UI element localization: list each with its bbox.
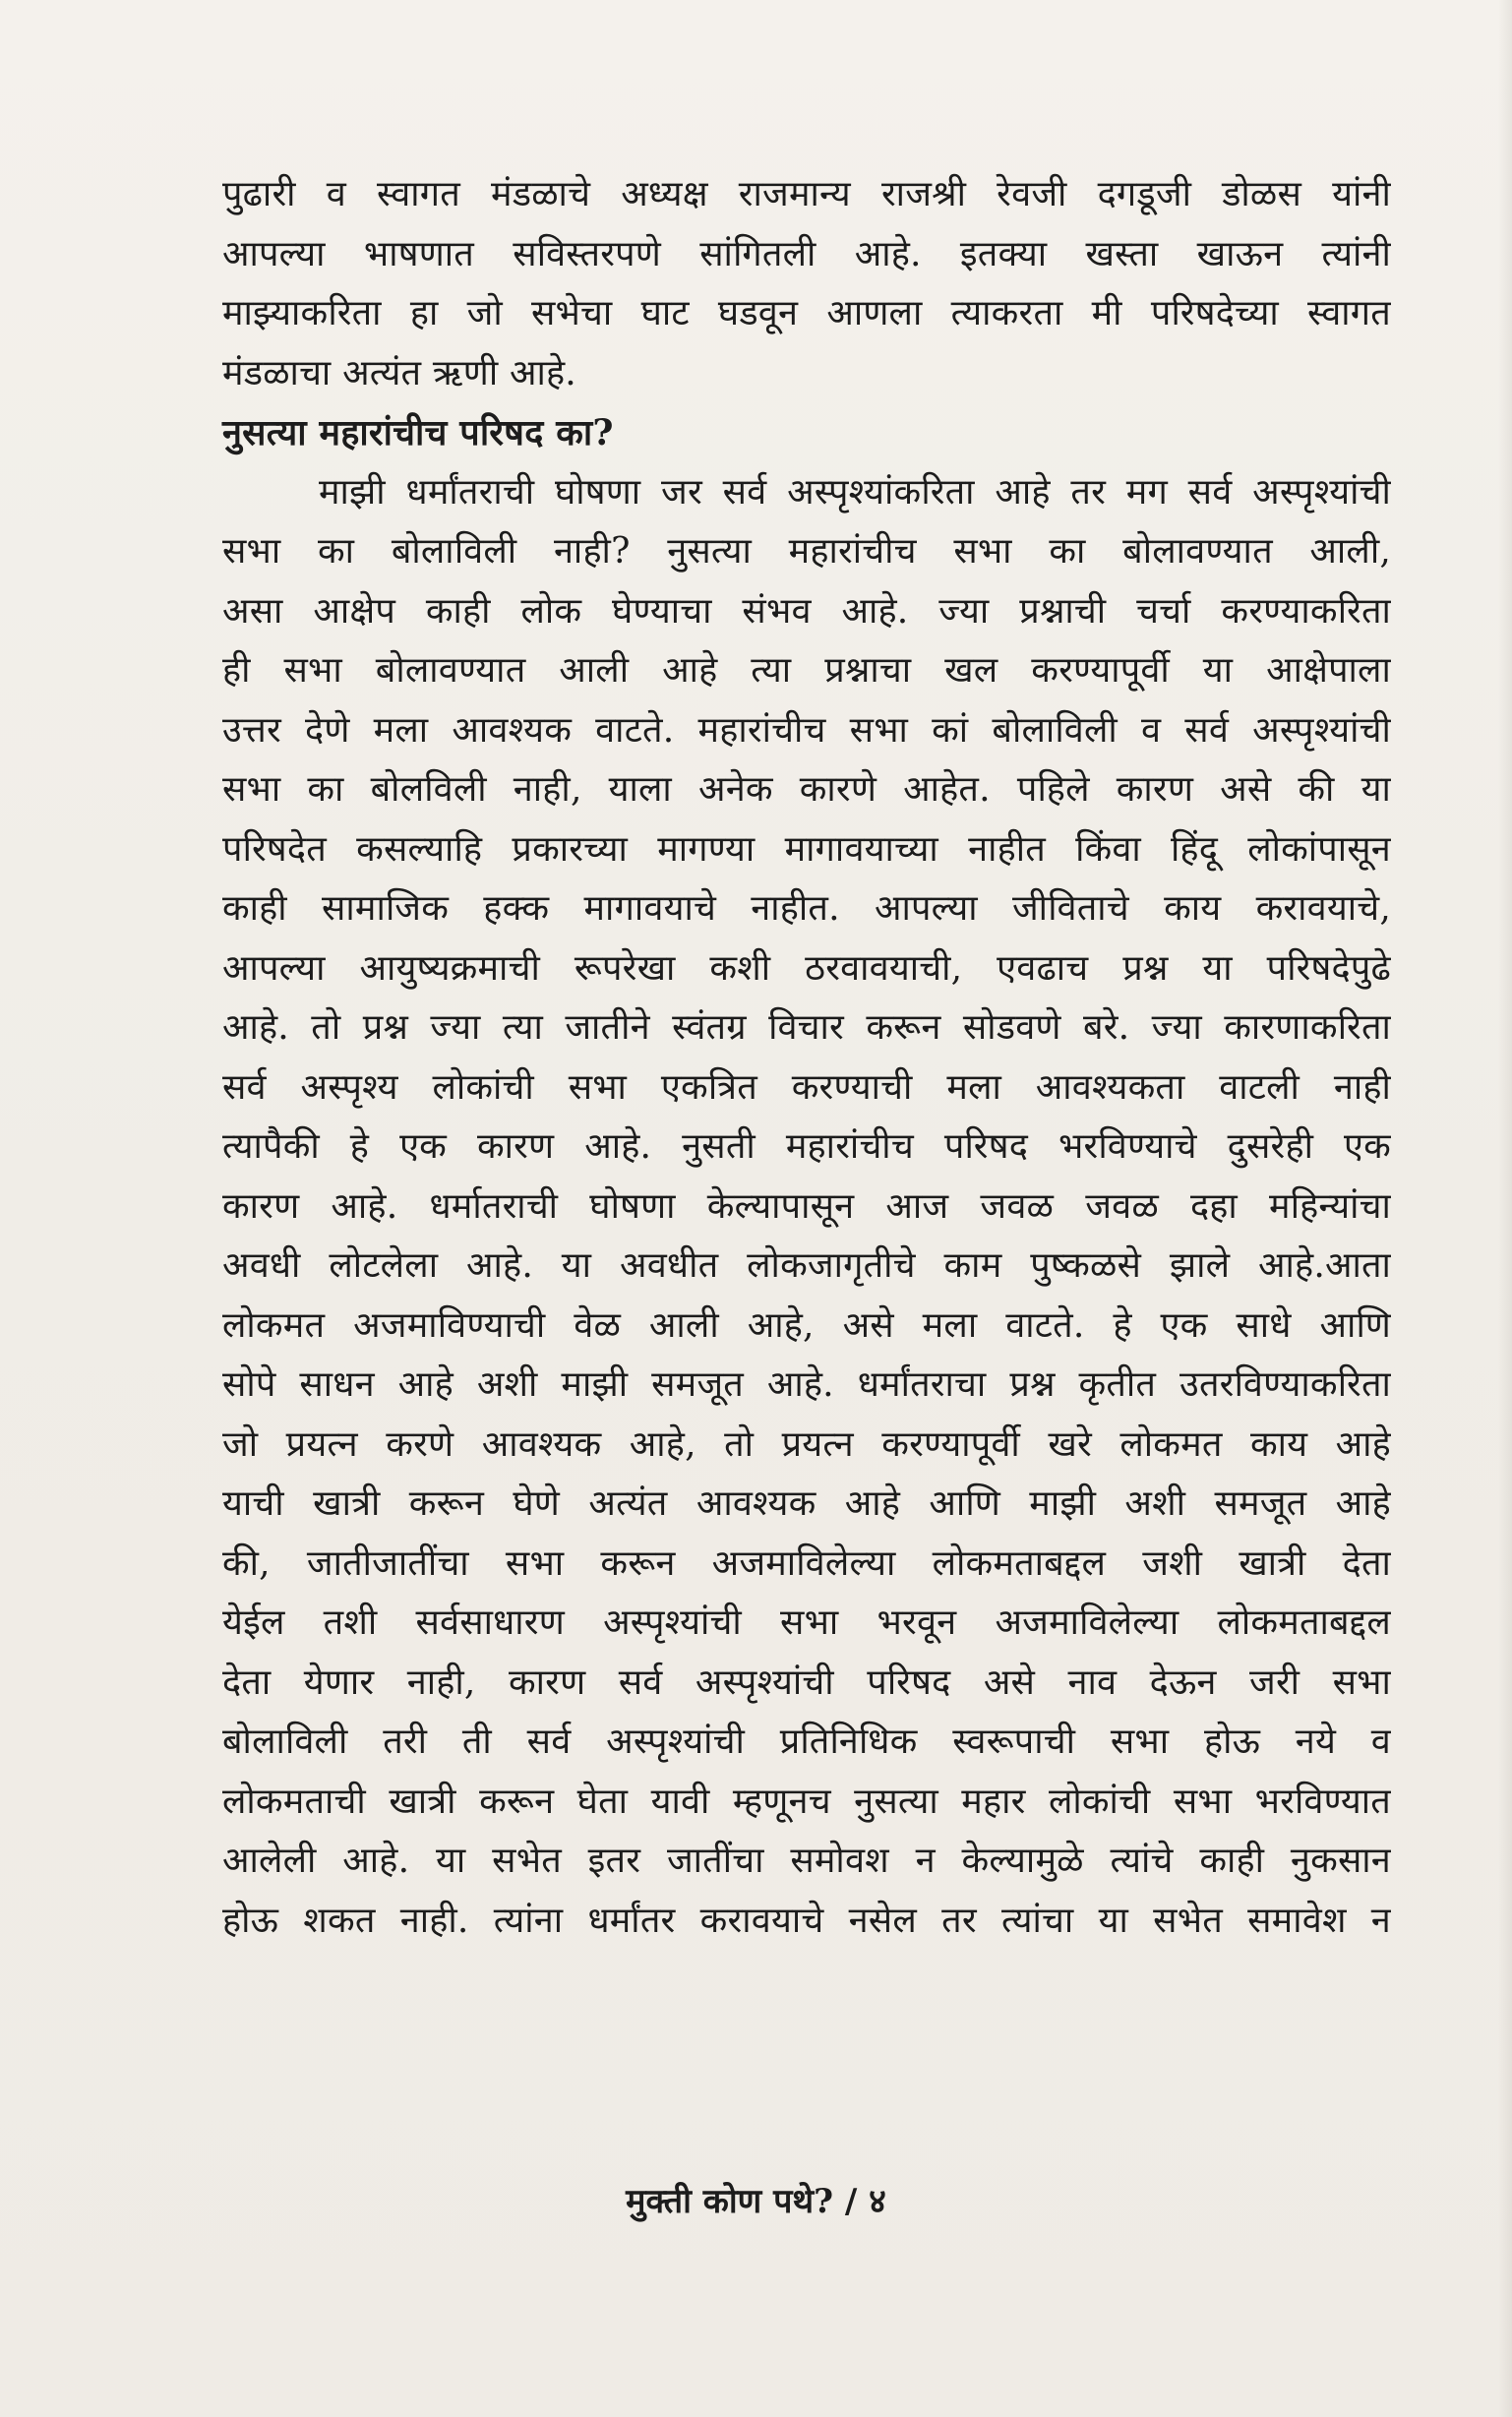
- text-line: सभा का बोलविली नाही, याला अनेक कारणे आहेत. पहिले कारण असे की या: [222, 769, 1391, 810]
- text-line: की, जातीजातींचा सभा करून अजमाविलेल्या लोकमताबद्दल जशी खात्री देता: [222, 1542, 1391, 1584]
- section-heading: नुसत्या महारांचीच परिषद का?: [222, 412, 614, 453]
- text-line: लोकमताची खात्री करून घेता यावी म्हणूनच नुसत्या महार लोकांची सभा भरविण्यात: [222, 1781, 1391, 1822]
- text-line: त्यापैकी हे एक कारण आहे. नुसती महारांचीच परिषद भरविण्याचे दुसरेही एक: [222, 1126, 1391, 1167]
- text-line: येईल तशी सर्वसाधारण अस्पृश्यांची सभा भरवून अजमाविलेल्या लोकमताबद्दल: [222, 1602, 1391, 1643]
- page-footer: मुक्ती कोण पथे? / ४: [626, 2182, 886, 2221]
- text-line: आहे. तो प्रश्न ज्या त्या जातीने स्वंतग्र विचार करून सोडवणे बरे. ज्या कारणाकरिता: [222, 1007, 1391, 1048]
- text-line: देता येणार नाही, कारण सर्व अस्पृश्यांची परिषद असे नाव देऊन जरी सभा: [222, 1662, 1391, 1703]
- text-line: लोकमत अजमाविण्याची वेळ आली आहे, असे मला वाटते. हे एक साधे आणि: [222, 1304, 1391, 1346]
- text-line: सर्व अस्पृश्य लोकांची सभा एकत्रित करण्याची मला आवश्यकता वाटली नाही: [222, 1066, 1391, 1108]
- text-line: काही सामाजिक हक्क मागावयाचे नाहीत. आपल्या जीविताचे काय करावयाचे,: [222, 888, 1391, 929]
- text-line: माझ्याकरिता हा जो सभेचा घाट घडवून आणला त्याकरता मी परिषदेच्या स्वागत: [222, 293, 1391, 333]
- text-line: कारण आहे. धर्मातराची घोषणा केल्यापासून आज जवळ जवळ दहा महिन्यांचा: [222, 1185, 1391, 1227]
- text-line: परिषदेत कसल्याहि प्रकारच्या मागण्या मागावयाच्या नाहीत किंवा हिंदू लोकांपासून: [222, 828, 1391, 870]
- text-line: आलेली आहे. या सभेत इतर जातींचा समोवश न केल्यामुळे त्यांचे काही नुकसान: [222, 1841, 1391, 1881]
- text-line: सोपे साधन आहे अशी माझी समजूत आहे. धर्मांतराचा प्रश्न कृतीत उतरविण्याकरिता: [222, 1364, 1391, 1405]
- text-line: मंडळाचा अत्यंत ऋणी आहे.: [222, 352, 576, 393]
- page-edge-shadow: [1498, 0, 1512, 2417]
- text-line: जो प्रयत्न करणे आवश्यक आहे, तो प्रयत्न करण्यापूर्वी खरे लोकमत काय आहे: [222, 1423, 1391, 1465]
- body-text: [222, 165, 1391, 1951]
- text-line: ही सभा बोलावण्यात आली आहे त्या प्रश्नाचा खल करण्यापूर्वी या आक्षेपाला: [222, 650, 1391, 691]
- text-line: पुढारी व स्वागत मंडळाचे अध्यक्ष राजमान्य राजश्री रेवजी दगडूजी डोळस यांनी: [222, 174, 1391, 214]
- text-line: होऊ शकत नाही. त्यांना धर्मांतर करावयाचे नसेल तर त्यांचा या सभेत समावेश न: [222, 1900, 1391, 1941]
- text-line: बोलाविली तरी ती सर्व अस्पृश्यांची प्रतिनिधिक स्वरूपाची सभा होऊ नये व: [222, 1722, 1391, 1762]
- text-line: माझी धर्मांतराची घोषणा जर सर्व अस्पृश्यांकरिता आहे तर मग सर्व अस्पृश्यांची: [319, 471, 1391, 513]
- text-line: याची खात्री करून घेणे अत्यंत आवश्यक आहे आणि माझी अशी समजूत आहे: [222, 1483, 1391, 1524]
- text-line: आपल्या आयुष्यक्रमाची रूपरेखा कशी ठरवावयाची, एवढाच प्रश्न या परिषदेपुढे: [222, 947, 1391, 989]
- text-line: असा आक्षेप काही लोक घेण्याचा संभव आहे. ज्या प्रश्नाची चर्चा करण्याकरिता: [222, 590, 1391, 632]
- text-line: आपल्या भाषणात सविस्तरपणे सांगितली आहे. इतक्या खस्ता खाऊन त्यांनी: [222, 233, 1391, 274]
- text-line: सभा का बोलाविली नाही? नुसत्या महारांचीच सभा का बोलावण्यात आली,: [222, 531, 1391, 572]
- text-line: उत्तर देणे मला आवश्यक वाटते. महारांचीच सभा कां बोलाविली व सर्व अस्पृश्यांची: [222, 709, 1391, 751]
- text-line: अवधी लोटलेला आहे. या अवधीत लोकजागृतीचे काम पुष्कळसे झाले आहे.आता: [222, 1245, 1391, 1286]
